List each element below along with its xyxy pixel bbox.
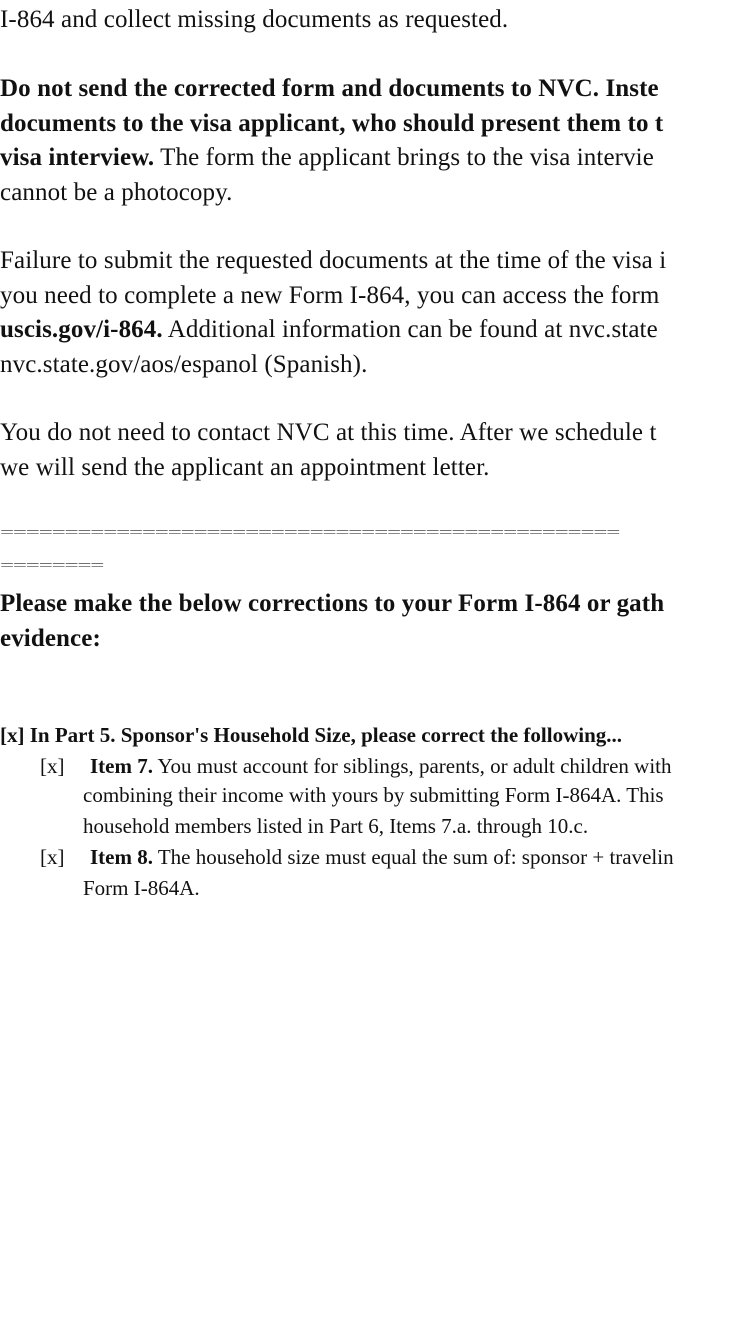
item8-label: Item 8. [90,845,153,869]
para1-line3 [0,141,654,175]
para2-line3 [0,313,658,347]
para2-text-1: Failure to submit the requested documents at the time of the visa i [0,247,667,274]
corrections-heading-line2 [0,622,101,656]
uscis-link-text: uscis.gov/i-864. [0,316,163,343]
para2-line2 [0,279,659,313]
para2-text-2: you need to complete a new Form I-864, you can access the form [0,282,660,309]
para3-text-1: You do not need to contact NVC at this time. After we schedule t [0,419,657,446]
para1-bold-1: Do not send the corrected form and documents to NVC. Inste [0,75,659,102]
section-title [0,720,622,750]
para2-line4 [0,348,367,382]
section-title-text: [x] In Part 5. Sponsor's Household Size, please correct the following... [0,723,623,747]
item7-line1 [90,751,672,781]
para3-text-2: we will send the applicant an appointment letter. [0,454,490,481]
para1-line1 [0,72,659,106]
para1-bold-3: visa interview. [0,144,155,171]
item8-line1 [90,842,674,872]
separator-line2: ======== [0,557,104,573]
item8-line2 [83,873,200,903]
intro-line [0,3,508,37]
corrections-heading-text-2: evidence: [0,625,101,652]
para1-text-4: cannot be a photocopy. [0,179,233,206]
separator-line1: ================================================ [0,524,620,540]
corrections-heading-line1 [0,587,664,621]
para3-line2 [0,451,489,485]
intro-text: I-864 and collect missing documents as requested. [0,6,509,33]
item7-label: Item 7. [90,754,153,778]
para1-line4 [0,176,232,210]
item8-checkbox-mark: [x] [40,845,65,869]
para2-text-4: nvc.state.gov/aos/espanol (Spanish). [0,351,368,378]
corrections-heading-text-1: Please make the below corrections to your Form I-864 or gath [0,590,665,617]
para2-line1 [0,244,666,278]
item7-text-3: household members listed in Part 6, Items 7.a. through 10.c. [83,814,589,838]
para2-text-3: Additional information can be found at nvc.state [162,316,658,343]
para3-line1 [0,416,657,450]
item7-text-2: combining their income with yours by submitting Form I-864A. This [83,783,664,807]
item7-checkbox-mark: [x] [40,754,65,778]
para1-text-3: The form the applicant brings to the visa intervie [154,144,654,171]
item8-text-2: Form I-864A. [83,876,200,900]
para1-bold-2: documents to the visa applicant, who should present them to t [0,110,664,137]
para1-line2 [0,107,663,141]
item8-text-1: The household size must equal the sum of: sponsor + travelin [152,845,674,869]
item7-line2 [83,780,664,810]
item7-text-1: You must account for siblings, parents, or adult children with [152,754,672,778]
item7-line3 [83,811,588,841]
